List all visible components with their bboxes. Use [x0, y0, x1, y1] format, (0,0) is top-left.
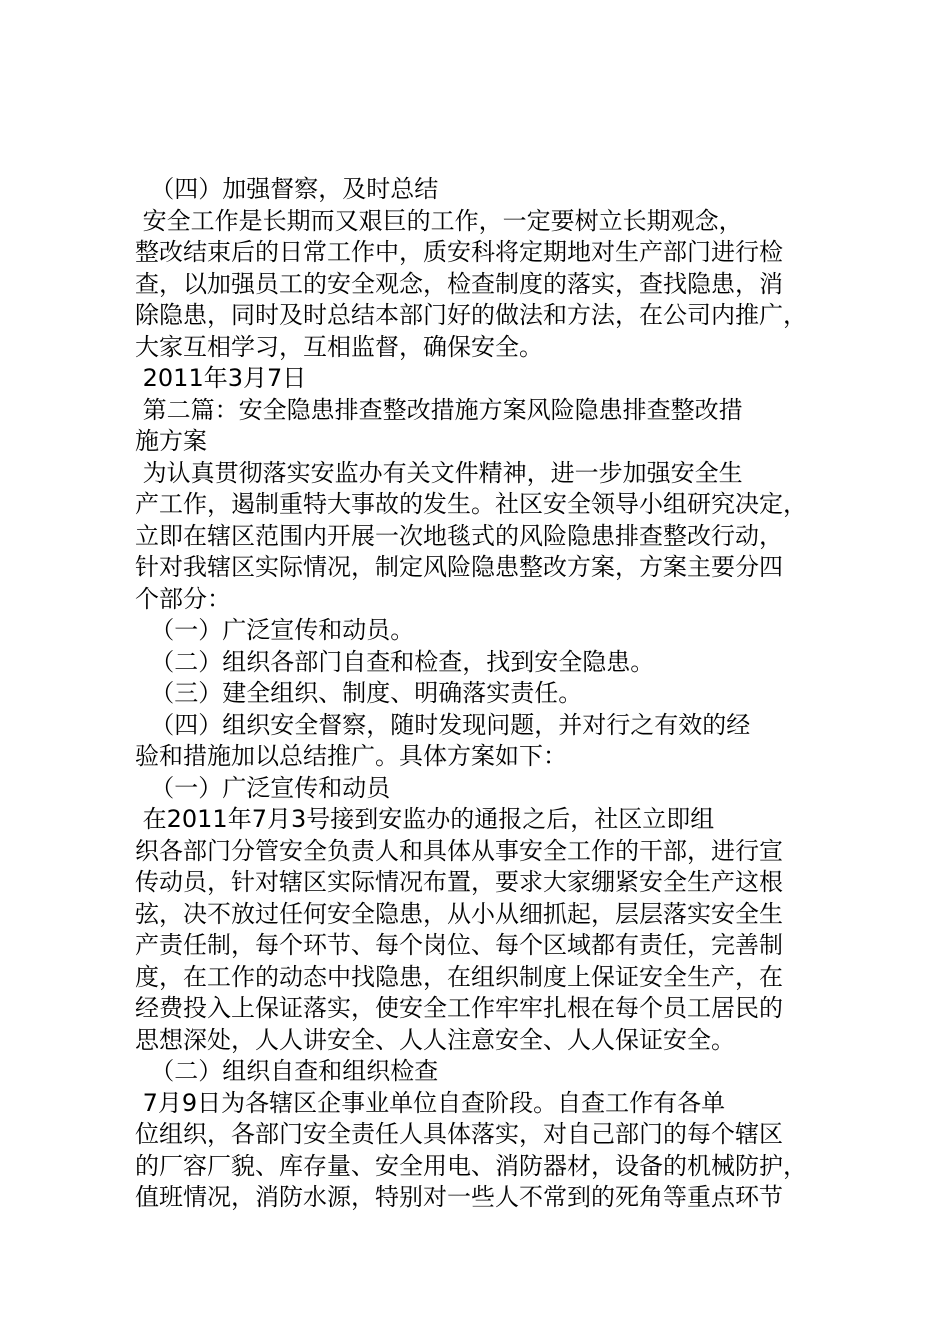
- paragraph-line: 除隐患，同时及时总结本部门好的做法和方法，在公司内推广，: [135, 301, 807, 329]
- paragraph-line: 为认真贯彻落实安监办有关文件精神，进一步加强安全生: [135, 458, 743, 487]
- paragraph-line: 7月9日为各辖区企事业单位自查阶段。自查工作有各单: [135, 1088, 726, 1117]
- chapter-title: 第二篇：安全隐患排查整改措施方案风险隐患排查整改措: [135, 395, 743, 424]
- paragraph-line: 思想深处，人人讲安全、人人注意安全、人人保证安全。: [135, 1025, 735, 1054]
- section-heading-4-supervision: （四）加强督察，及时总结: [135, 175, 439, 203]
- paragraph-line: 立即在辖区范围内开展一次地毯式的风险隐患排查整改行动，: [135, 521, 783, 550]
- paragraph-line: 经费投入上保证落实，使安全工作牢牢扎根在每个员工居民的: [135, 994, 783, 1022]
- chapter-title-continued: 施方案: [135, 427, 207, 455]
- document-body: [135, 174, 850, 1214]
- paragraph-line: 弦，决不放过任何安全隐患，从小从细抓起，层层落实安全生: [135, 899, 783, 928]
- list-item: （三）建全组织、制度、明确落实责任。: [135, 679, 583, 707]
- paragraph-line: 度，在工作的动态中找隐患，在组织制度上保证安全生产，在: [135, 962, 783, 991]
- section-heading-1-publicity: （一）广泛宣传和动员: [135, 773, 391, 802]
- paragraph-line: 查，以加强员工的安全观念，检查制度的落实，查找隐患，消: [135, 269, 783, 298]
- section-heading-2-inspection: （二）组织自查和组织检查: [135, 1057, 439, 1085]
- paragraph-line: 个部分：: [135, 584, 231, 613]
- paragraph-line: 的厂容厂貌、库存量、安全用电、消防器材，设备的机械防护，: [135, 1151, 807, 1180]
- paragraph-line: 产工作，遏制重特大事故的发生。社区安全领导小组研究决定，: [135, 490, 807, 518]
- paragraph-line: 织各部门分管安全负责人和具体从事安全工作的干部，进行宣: [135, 836, 783, 865]
- paragraph-line: 在2011年7月3号接到安监办的通报之后，社区立即组: [135, 805, 715, 833]
- list-item-continued: 验和措施加以总结推广。具体方案如下：: [135, 742, 567, 770]
- paragraph-line: 值班情况，消防水源，特别对一些人不常到的死角等重点环节: [135, 1183, 783, 1211]
- paragraph-line: 整改结束后的日常工作中，质安科将定期地对生产部门进行检: [135, 238, 783, 266]
- paragraph-line: 安全工作是长期而又艰巨的工作，一定要树立长期观念，: [135, 206, 743, 235]
- paragraph-line: 位组织，各部门安全责任人具体落实，对自己部门的每个辖区: [135, 1120, 783, 1148]
- list-item: （四）组织安全督察，随时发现问题，并对行之有效的经: [135, 710, 751, 739]
- paragraph-line: 产责任制，每个环节、每个岗位、每个区域都有责任，完善制: [135, 931, 783, 959]
- list-item: （二）组织各部门自查和检查，找到安全隐患。: [135, 647, 655, 676]
- paragraph-line: 传动员，针对辖区实际情况布置，要求大家绷紧安全生产这根: [135, 868, 783, 896]
- paragraph-line: 针对我辖区实际情况，制定风险隐患整改方案，方案主要分四: [135, 553, 783, 581]
- list-item: （一）广泛宣传和动员。: [135, 616, 415, 644]
- document-date: 2011年3月7日: [135, 364, 307, 392]
- paragraph-line: 大家互相学习，互相监督，确保安全。: [135, 332, 543, 361]
